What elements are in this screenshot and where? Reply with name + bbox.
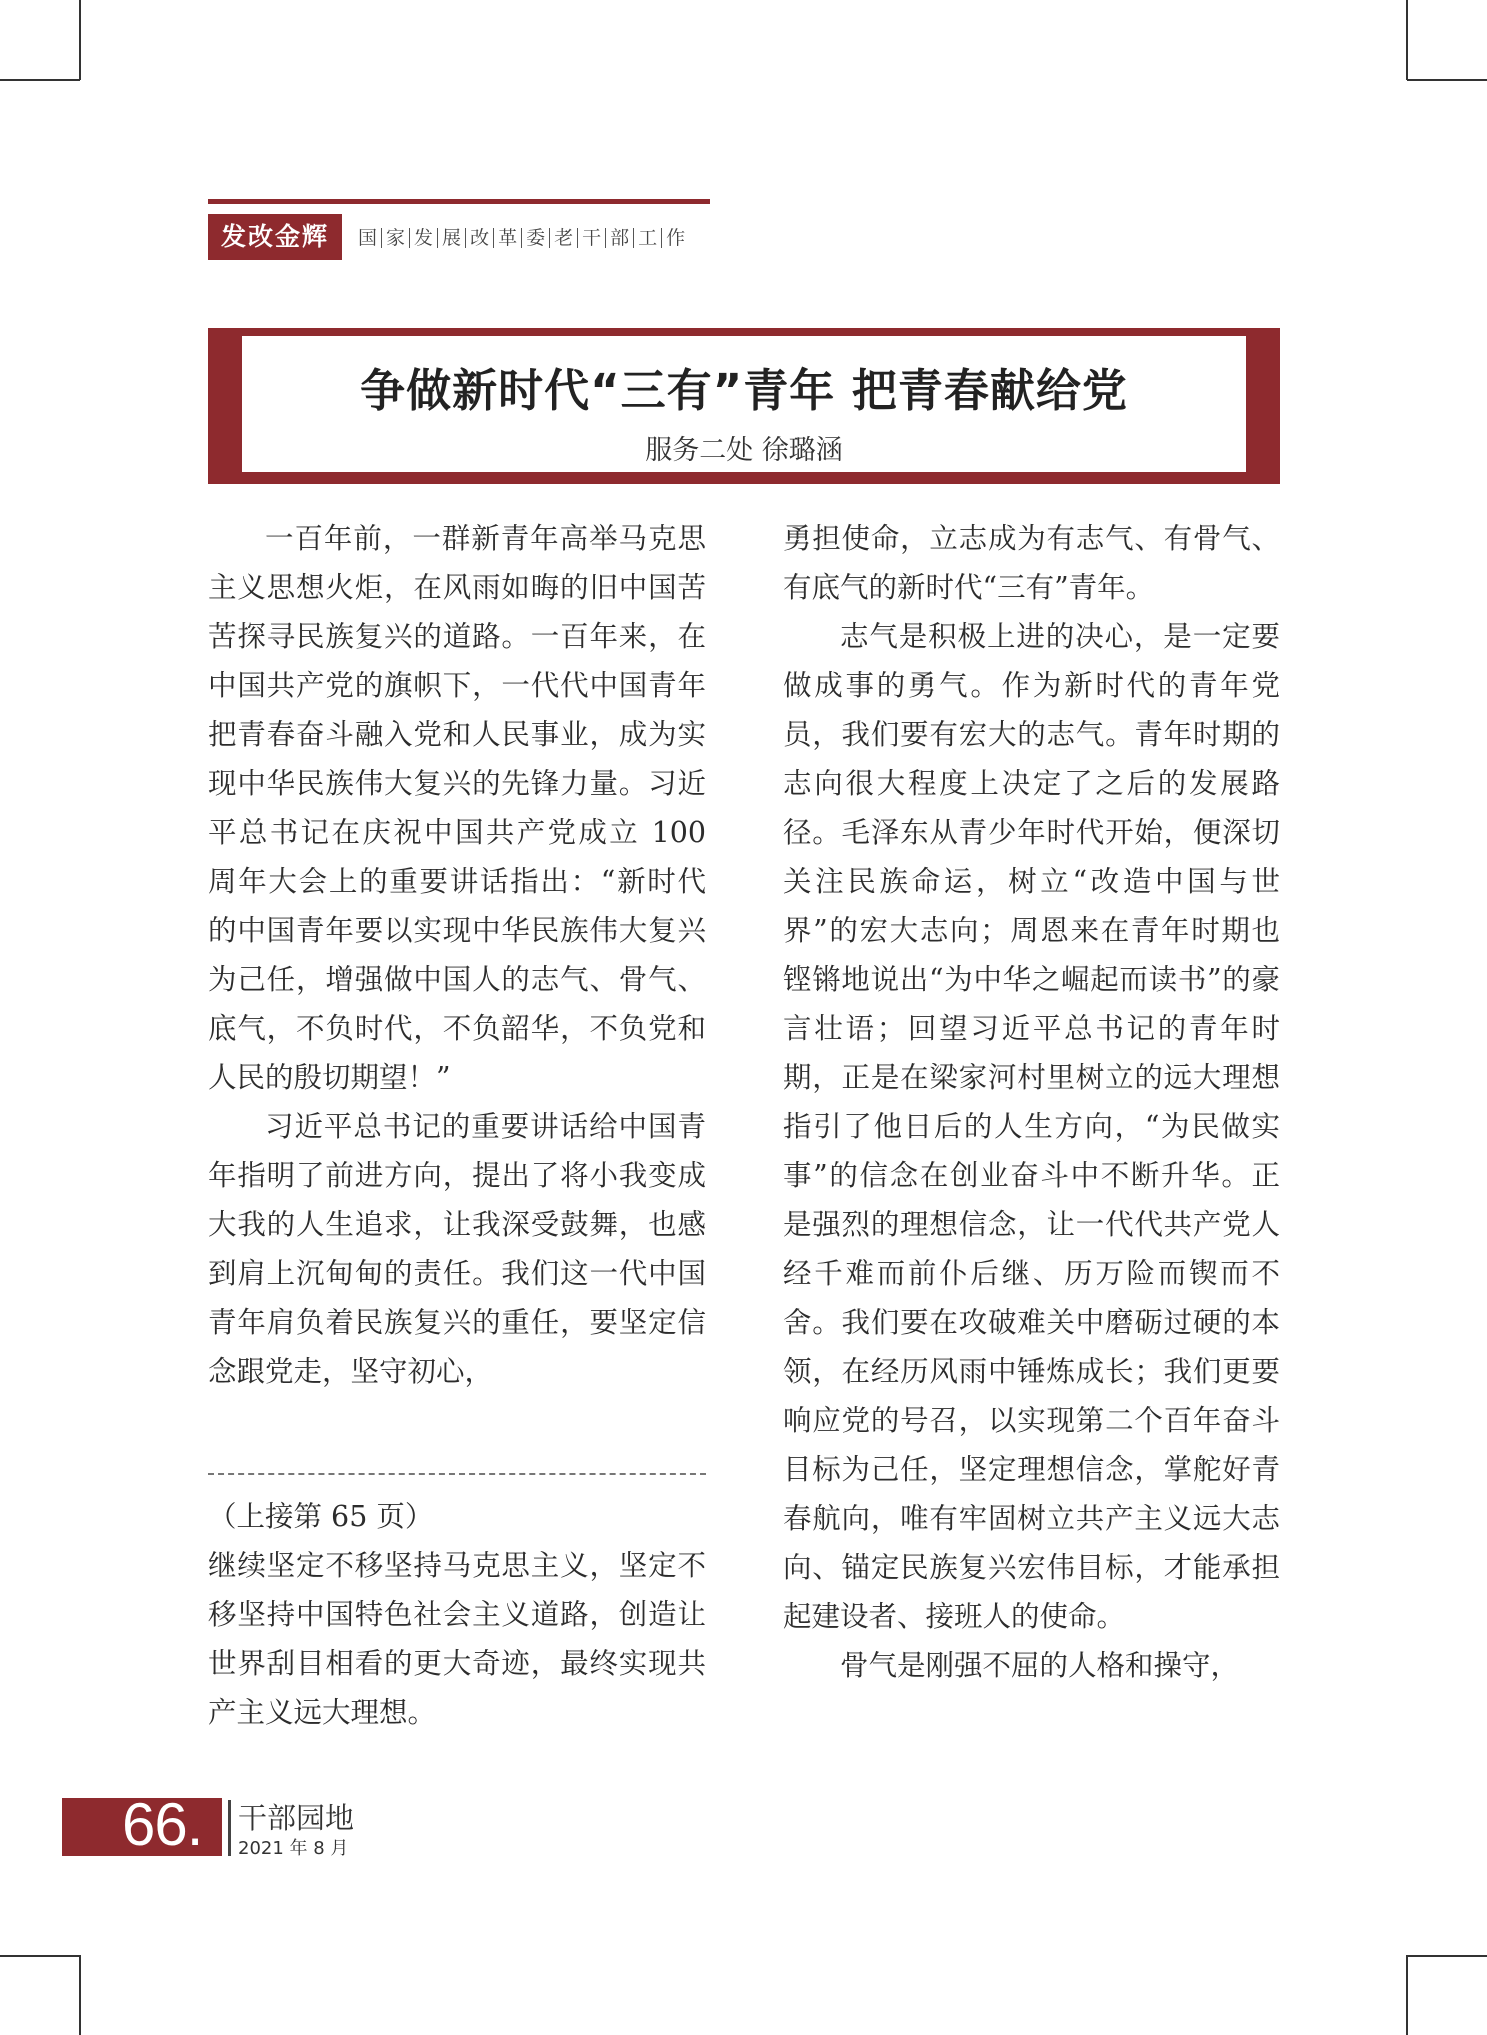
continuation-note: （上接第 65 页） <box>208 1500 434 1533</box>
crop-mark <box>1407 1955 1487 1957</box>
dept-char: 革 <box>494 228 522 248</box>
dept-char: 干 <box>578 228 606 248</box>
dept-char: 发 <box>410 228 438 248</box>
crop-mark <box>0 1955 80 1957</box>
title-box <box>208 328 1280 484</box>
footer-separator <box>228 1800 231 1856</box>
paragraph: 志气是积极上进的决心，是一定要做成事的勇气。作为新时代的青年党员，我们要有宏大的志气。青年时期的志向很大程度上决定了之后的发展路径。毛泽东从青少年时代开始，便深切关注民族命运，树立“改造中国与世界”的宏大志向；周恩来在青年时期也铿锵地说出“为中华之崛起而读书”的豪言壮语；回望习近平总书记的青年时期，正是在梁家河村里树立的远大理想指引了他日后的人生方向，“为民做实事”的信念在创业奋斗中不断升华。正是强烈的理想信念，让一代代共产党人经千难而前仆后继、历万险而锲而不舍。我们要在攻破难关中磨砺过硬的本领，在经历风雨中锤炼成长；我们更要响应党的号召，以实现第二个百年奋斗目标为己任，坚定理想信念，掌舵好青春航向，唯有牢固树立共产主义远大志向、锚定民族复兴宏伟目标，才能承担起建设者、接班人的使命。 <box>783 620 1280 1633</box>
crop-mark <box>1406 0 1408 80</box>
dept-char: 委 <box>522 228 550 248</box>
continuation-divider <box>208 1473 706 1475</box>
crop-mark <box>79 1955 81 2035</box>
crop-mark <box>79 0 81 80</box>
page-number: 66. <box>122 1791 203 1858</box>
issue-date: 2021 年 8 月 <box>238 1838 349 1859</box>
crop-mark <box>1406 1955 1408 2035</box>
header-rule <box>208 199 710 204</box>
dept-char: 作 <box>666 227 686 249</box>
paragraph: 习近平总书记的重要讲话给中国青年指明了前进方向，提出了将小我变成大我的人生追求，让我深受鼓舞，也感到肩上沉甸甸的责任。我们这一代中国青年肩负着民族复兴的重任，要坚定信念跟党走，坚守初心， <box>208 1110 706 1388</box>
left-column <box>208 514 706 1396</box>
paragraph: 勇担使命，立志成为有志气、有骨气、有底气的新时代“三有”青年。 <box>783 522 1280 604</box>
dept-char: 工 <box>634 228 662 248</box>
section-name: 干部园地 <box>238 1801 355 1835</box>
crop-mark <box>0 79 80 81</box>
dept-char: 国 <box>354 228 382 248</box>
paragraph: 骨气是刚强不屈的人格和操守， <box>840 1649 1240 1682</box>
dept-char: 老 <box>550 228 578 248</box>
title-box-inner <box>242 336 1246 472</box>
dept-char: 部 <box>606 228 634 248</box>
continuation-text: 继续坚定不移坚持马克思主义，坚定不移坚持中国特色社会主义道路，创造让世界刮目相看的更大奇迹，最终实现共产主义远大理想。 <box>208 1549 706 1729</box>
dept-char: 家 <box>382 228 410 248</box>
paragraph: 一百年前，一群新青年高举马克思主义思想火炬，在风雨如晦的旧中国苦苦探寻民族复兴的道路。一百年来，在中国共产党的旗帜下，一代代中国青年把青春奋斗融入党和人民事业，成为实现中华民族伟大复兴的先锋力量。习近平总书记在庆祝中国共产党成立 100 周年大会上的重要讲话指出：“新时代的中国青年要以实现中华民族伟大复兴为己任，增强做中国人的志气、骨气、底气，不负时代，不负韶华，不负党和人民的殷切期望！” <box>208 522 706 1094</box>
continuation-block <box>208 1492 706 1737</box>
right-column <box>783 514 1280 1690</box>
magazine-logo: 发改金辉 <box>208 214 342 260</box>
department-label <box>354 225 689 251</box>
dept-char: 改 <box>466 228 494 248</box>
article-byline: 服务二处 徐璐涵 <box>645 435 843 466</box>
crop-mark <box>1407 79 1487 81</box>
dept-char: 展 <box>438 228 466 248</box>
article-title: 争做新时代“三有”青年 把青春献给党 <box>360 364 1128 417</box>
